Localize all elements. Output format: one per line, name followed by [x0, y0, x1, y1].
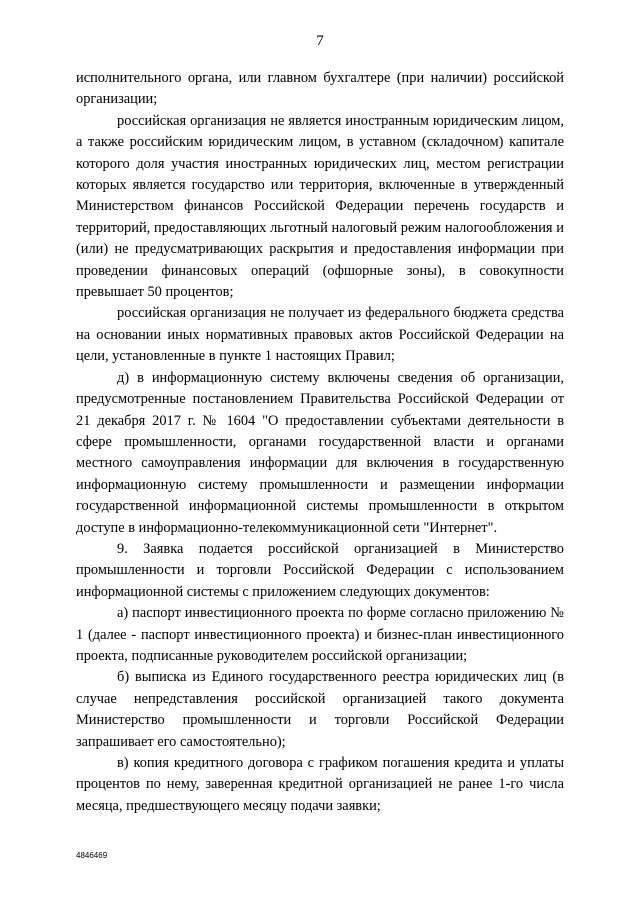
- paragraph-federal-budget: российская организация не получает из федерального бюджета средства на основании иных нормативных правовых актов Российской Федерации на цели, установленные в пункте 1 настоящих Правил;: [76, 305, 564, 365]
- paragraph-foreign-participation: российская организация не является иностранным юридическим лицом, а также российским юридическим лицом, в уставном (складочном) капитале которого доля участия иностранных юридических лиц, местом регистрации которых является государство или территория, включенные в утвержденный Министерством финансов Российской Федерации перечень государств и территорий, предоставляющих льготный налоговый режим налогообложения и (или) не предусматривающих раскрытия и предоставления информации при проведении финансовых операций (офшорные зоны), в совокупности превышает 50 процентов;: [76, 112, 564, 301]
- document-code: 4846469: [76, 851, 108, 860]
- paragraph-item-a: а) паспорт инвестиционного проекта по форме согласно приложению № 1 (далее - паспорт инвестиционного проекта) и бизнес-план инвестиционного проекта, подписанные руководителем российской организации;: [76, 605, 564, 664]
- page-number: 7: [316, 33, 324, 49]
- paragraph-continuation: исполнительного органа, или главном бухгалтере (при наличии) российской организации;: [76, 70, 564, 108]
- document-body: [76, 68, 564, 817]
- paragraph-item-b: б) выписка из Единого государственного реестра юридических лиц (в случае непредставления российской организацией такого документа Министерство промышленности и торговли Российской Федерации запрашивает его самостоятельно);: [76, 669, 564, 750]
- paragraph-item-v: в) копия кредитного договора с графиком погашения кредита и уплаты процентов по нему, заверенная кредитной организацией не ранее 1-го числа месяца, предшествующего месяцу подачи заявки;: [76, 755, 564, 814]
- paragraph-section-9: 9. Заявка подается российской организацией в Министерство промышленности и торговли Российской Федерации с использованием информационной системы с приложением следующих документов:: [76, 540, 564, 600]
- paragraph-item-d: д) в информационную систему включены сведения об организации, предусмотренные постановлением Правительства Российской Федерации от 21 декабря 2017 г. № 1604 "О предоставлении субъектами деятельности в сфере промышленности, органами государственной власти и органами местного самоуправления информации для включения в государственную информационную систему промышленности и размещении информации государственной информационной системы промышленности в открытом доступе в информационно-телекоммуникационной сети "Интернет".: [76, 369, 564, 536]
